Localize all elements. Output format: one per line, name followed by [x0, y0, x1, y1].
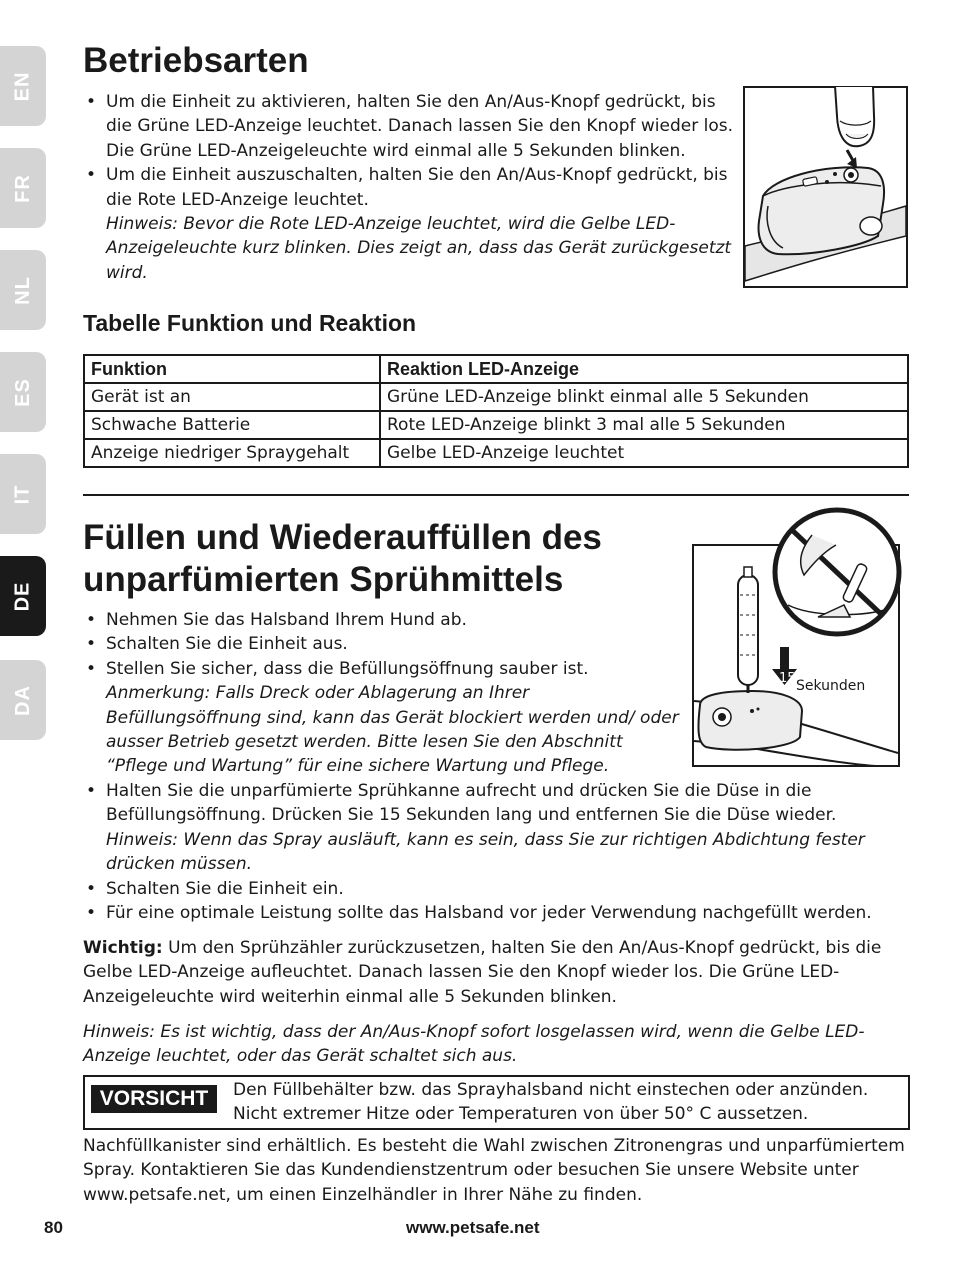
tab-en[interactable]: EN — [0, 46, 46, 126]
table-cell: Rote LED-Anzeige blinkt 3 mal alle 5 Sekunden — [380, 411, 908, 439]
refill-steps-list — [83, 608, 683, 779]
footer-url[interactable]: www.petsafe.net — [406, 1218, 540, 1237]
table-cell: Gelbe LED-Anzeige leuchtet — [380, 439, 908, 467]
section-divider — [83, 494, 909, 496]
seconds-number-label: 15 — [779, 671, 796, 686]
note-text: Anmerkung: Falls Dreck oder Ablagerung an Ihrer Befüllungsöffnung sind, kann das Gerät blockiert werden und/ oder ausser Betrieb gesetzt werden. Bitte lesen Sie den Abschnitt “Pflege und Wartung” für eine sichere Wartung und Pflege. — [106, 683, 679, 777]
table-header-cell: Reaktion LED-Anzeige — [380, 355, 908, 383]
caution-box — [83, 1075, 910, 1130]
function-reaction-table — [83, 354, 909, 468]
table-cell: Gerät ist an — [84, 383, 380, 411]
table-row — [84, 383, 908, 411]
tab-it[interactable]: IT — [0, 454, 46, 534]
section-title-betriebsarten: Betriebsarten — [83, 41, 309, 80]
table-header-cell: Funktion — [84, 355, 380, 383]
table-cell: Schwache Batterie — [84, 411, 380, 439]
list-item: • Schalten Sie die Einheit aus. — [83, 632, 683, 656]
table-cell: Grüne LED-Anzeige blinkt einmal alle 5 Sekunden — [380, 383, 908, 411]
tab-nl[interactable]: NL — [0, 250, 46, 330]
refill-illustration — [692, 505, 910, 767]
section-title-refill: Füllen und Wiederauffüllen des unparfümierten Sprühmittels — [83, 518, 602, 599]
operating-modes-list — [83, 90, 735, 285]
table-header-row — [84, 355, 908, 383]
note-text: Hinweis: Bevor die Rote LED-Anzeige leuchtet, wird die Gelbe LED-Anzeigeleuchte kurz blinken. Dies zeigt an, dass das Gerät zurückgesetzt wird. — [106, 214, 732, 283]
list-item: • Für eine optimale Leistung sollte das Halsband vor jeder Verwendung nachgefüllt werden. — [83, 901, 903, 925]
tab-da[interactable]: DA — [0, 660, 46, 740]
tab-fr[interactable]: FR — [0, 148, 46, 228]
table-title: Tabelle Funktion und Reaktion — [83, 310, 417, 336]
seconds-unit-label: Sekunden — [796, 678, 866, 694]
table-cell: Anzeige niedriger Spraygehalt — [84, 439, 380, 467]
important-paragraph: Wichtig: Um den Sprühzähler zurückzusetzen, halten Sie den An/Aus-Knopf gedrückt, bis die Gelbe LED-Anzeige aufleuchtet. Danach lassen Sie den Knopf wieder los. Die Grüne LED-Anzeigeleuchte wird weiterhin einmal alle 5 Sekunden blinken. — [83, 938, 882, 1007]
list-item: • Nehmen Sie das Halsband Ihrem Hund ab. — [83, 608, 683, 632]
note-text: Hinweis: Wenn das Spray ausläuft, kann es sein, dass Sie zur richtigen Abdichtung fester drücken müssen. — [106, 829, 865, 875]
list-item: • Schalten Sie die Einheit ein. — [83, 877, 903, 901]
caution-badge: VORSICHT — [91, 1085, 217, 1113]
collar-button-illustration — [743, 86, 908, 288]
list-item: • Um die Einheit zu aktivieren, halten Sie den An/Aus-Knopf gedrückt, bis die Grüne LED-Anzeige leuchtet. Danach lassen Sie den Knopf wieder los. Die Grüne LED-Anzeigeleuchte wird einmal alle 5 Sekunden blinken. — [83, 90, 735, 163]
tab-es[interactable]: ES — [0, 352, 46, 432]
important-label: Wichtig: — [83, 938, 163, 958]
page-number: 80 — [44, 1218, 63, 1237]
tab-de[interactable]: DE — [0, 556, 46, 636]
table-row — [84, 439, 908, 467]
list-item: • Stellen Sie sicher, dass die Befüllungsöffnung sauber ist. Anmerkung: Falls Dreck oder Ablagerung an Ihrer Befüllungsöffnung sind, kann das Gerät blockiert werden und/ oder ausser Betrieb gesetzt werden. Bitte lesen Sie den Abschnitt “Pflege und Wartung” für eine sichere Wartung und Pflege. — [83, 657, 683, 779]
refill-availability-paragraph: Nachfüllkanister sind erhältlich. Es besteht die Wahl zwischen Zitronengras und unparfümiertem Spray. Kontaktieren Sie das Kundendienstzentrum oder besuchen Sie unsere Website unter www.petsafe.net, um einen Einzelhändler in Ihrer Nähe zu finden. — [83, 1136, 905, 1205]
table-row — [84, 411, 908, 439]
caution-text: Den Füllbehälter bzw. das Sprayhalsband nicht einstechen oder anzünden. Nicht extremer Hitze oder Temperaturen von über 50° C aussetzen. — [233, 1080, 869, 1125]
refill-steps-list-continued — [83, 779, 903, 925]
reset-note: Hinweis: Es ist wichtig, dass der An/Aus-Knopf sofort losgelassen wird, wenn die Gelbe LED-Anzeige leuchtet, oder das Gerät schaltet sich aus. — [83, 1022, 865, 1067]
list-item: • Um die Einheit auszuschalten, halten Sie den An/Aus-Knopf gedrückt, bis die Rote LED-Anzeige leuchtet. Hinweis: Bevor die Rote LED-Anzeige leuchtet, wird die Gelbe LED-Anzeigeleuchte kurz blinken. Dies zeigt an, dass das Gerät zurückgesetzt wird. — [83, 163, 735, 285]
list-item: • Halten Sie die unparfümierte Sprühkanne aufrecht und drücken Sie die Düse in die Befüllungsöffnung. Drücken Sie 15 Sekunden lang und entfernen Sie die Düse wieder. Hinweis: Wenn das Spray ausläuft, kann es sein, dass Sie zur richtigen Abdichtung fester drücken müssen. — [83, 779, 903, 877]
